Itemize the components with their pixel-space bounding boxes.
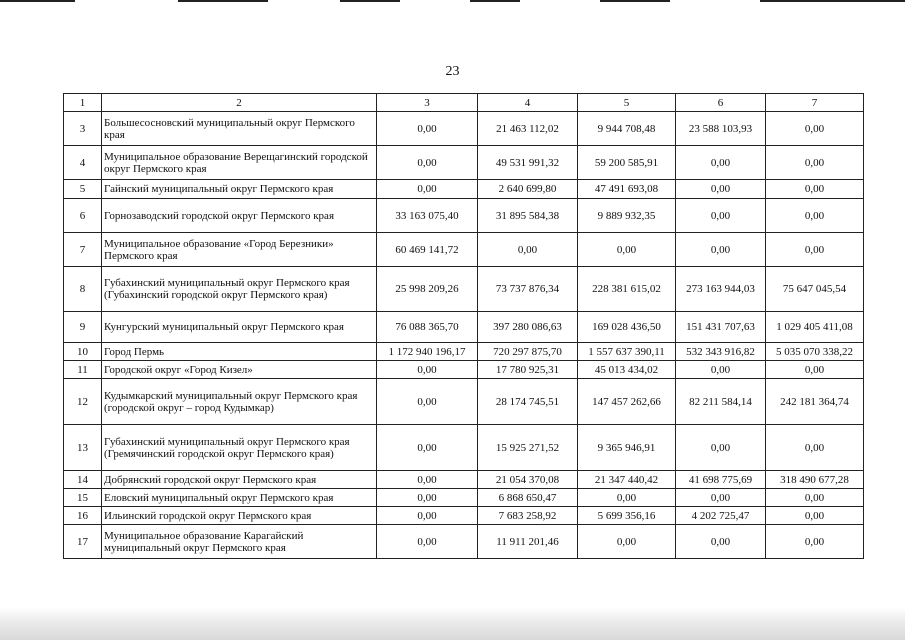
value-col-5: 9 365 946,91 bbox=[578, 425, 676, 471]
value-col-7: 0,00 bbox=[766, 112, 864, 146]
scan-shadow bbox=[0, 608, 905, 640]
municipality-name: Кудымкарский муниципальный округ Пермского края (городской округ – город Кудымкар) bbox=[102, 379, 377, 425]
value-col-4: 73 737 876,34 bbox=[478, 267, 578, 312]
row-number: 3 bbox=[64, 112, 102, 146]
row-number: 6 bbox=[64, 199, 102, 233]
municipality-name: Еловский муниципальный округ Пермского края bbox=[102, 489, 377, 507]
value-col-4: 21 463 112,02 bbox=[478, 112, 578, 146]
value-col-6: 532 343 916,82 bbox=[676, 343, 766, 361]
value-col-6: 41 698 775,69 bbox=[676, 471, 766, 489]
value-col-3: 0,00 bbox=[377, 361, 478, 379]
value-col-7: 0,00 bbox=[766, 233, 864, 267]
value-col-4: 21 054 370,08 bbox=[478, 471, 578, 489]
value-col-5: 21 347 440,42 bbox=[578, 471, 676, 489]
value-col-5: 45 013 434,02 bbox=[578, 361, 676, 379]
value-col-3: 0,00 bbox=[377, 146, 478, 180]
value-col-7: 0,00 bbox=[766, 146, 864, 180]
header-cell: 1 bbox=[64, 94, 102, 112]
municipality-name: Большесосновский муниципальный округ Пермского края bbox=[102, 112, 377, 146]
header-cell: 7 bbox=[766, 94, 864, 112]
table-row bbox=[64, 361, 864, 379]
value-col-4: 49 531 991,32 bbox=[478, 146, 578, 180]
header-cell: 2 bbox=[102, 94, 377, 112]
value-col-7: 0,00 bbox=[766, 180, 864, 199]
value-col-4: 11 911 201,46 bbox=[478, 525, 578, 559]
value-col-7: 75 647 045,54 bbox=[766, 267, 864, 312]
top-rule bbox=[0, 0, 75, 2]
budget-table bbox=[63, 93, 864, 559]
value-col-4: 7 683 258,92 bbox=[478, 507, 578, 525]
municipality-name: Муниципальное образование «Город Березники» Пермского края bbox=[102, 233, 377, 267]
table-row bbox=[64, 379, 864, 425]
value-col-3: 0,00 bbox=[377, 489, 478, 507]
table-row bbox=[64, 233, 864, 267]
row-number: 16 bbox=[64, 507, 102, 525]
value-col-5: 5 699 356,16 bbox=[578, 507, 676, 525]
municipality-name: Городской округ «Город Кизел» bbox=[102, 361, 377, 379]
table-row bbox=[64, 199, 864, 233]
header-cell: 5 bbox=[578, 94, 676, 112]
table-row bbox=[64, 180, 864, 199]
value-col-7: 318 490 677,28 bbox=[766, 471, 864, 489]
municipality-name: Губахинский муниципальный округ Пермского края (Гремячинский городской округ Пермского края) bbox=[102, 425, 377, 471]
value-col-3: 1 172 940 196,17 bbox=[377, 343, 478, 361]
page-number: 23 bbox=[445, 64, 460, 79]
municipality-name: Кунгурский муниципальный округ Пермского края bbox=[102, 312, 377, 343]
municipality-name: Гайнский муниципальный округ Пермского края bbox=[102, 180, 377, 199]
row-number: 4 bbox=[64, 146, 102, 180]
value-col-6: 0,00 bbox=[676, 361, 766, 379]
value-col-3: 0,00 bbox=[377, 425, 478, 471]
value-col-5: 147 457 262,66 bbox=[578, 379, 676, 425]
value-col-7: 0,00 bbox=[766, 425, 864, 471]
value-col-6: 0,00 bbox=[676, 146, 766, 180]
value-col-4: 720 297 875,70 bbox=[478, 343, 578, 361]
value-col-4: 0,00 bbox=[478, 233, 578, 267]
value-col-4: 2 640 699,80 bbox=[478, 180, 578, 199]
value-col-5: 9 944 708,48 bbox=[578, 112, 676, 146]
value-col-5: 59 200 585,91 bbox=[578, 146, 676, 180]
value-col-7: 0,00 bbox=[766, 507, 864, 525]
value-col-3: 76 088 365,70 bbox=[377, 312, 478, 343]
table-row bbox=[64, 507, 864, 525]
top-rule bbox=[600, 0, 670, 2]
value-col-5: 228 381 615,02 bbox=[578, 267, 676, 312]
value-col-3: 0,00 bbox=[377, 180, 478, 199]
municipality-name: Город Пермь bbox=[102, 343, 377, 361]
municipality-name: Добрянский городской округ Пермского края bbox=[102, 471, 377, 489]
value-col-3: 25 998 209,26 bbox=[377, 267, 478, 312]
table-row bbox=[64, 267, 864, 312]
header-cell: 6 bbox=[676, 94, 766, 112]
row-number: 5 bbox=[64, 180, 102, 199]
value-col-4: 6 868 650,47 bbox=[478, 489, 578, 507]
value-col-6: 82 211 584,14 bbox=[676, 379, 766, 425]
value-col-3: 33 163 075,40 bbox=[377, 199, 478, 233]
table-row bbox=[64, 425, 864, 471]
header-cell: 4 bbox=[478, 94, 578, 112]
value-col-3: 0,00 bbox=[377, 507, 478, 525]
row-number: 8 bbox=[64, 267, 102, 312]
row-number: 14 bbox=[64, 471, 102, 489]
row-number: 13 bbox=[64, 425, 102, 471]
table-row bbox=[64, 312, 864, 343]
value-col-3: 60 469 141,72 bbox=[377, 233, 478, 267]
top-rule bbox=[178, 0, 268, 2]
row-number: 11 bbox=[64, 361, 102, 379]
municipality-name: Ильинский городской округ Пермского края bbox=[102, 507, 377, 525]
value-col-4: 31 895 584,38 bbox=[478, 199, 578, 233]
municipality-name: Муниципальное образование Верещагинский городской округ Пермского края bbox=[102, 146, 377, 180]
value-col-4: 15 925 271,52 bbox=[478, 425, 578, 471]
value-col-5: 1 557 637 390,11 bbox=[578, 343, 676, 361]
value-col-6: 23 588 103,93 bbox=[676, 112, 766, 146]
header-cell: 3 bbox=[377, 94, 478, 112]
table-row bbox=[64, 146, 864, 180]
value-col-6: 4 202 725,47 bbox=[676, 507, 766, 525]
value-col-7: 5 035 070 338,22 bbox=[766, 343, 864, 361]
table-row bbox=[64, 525, 864, 559]
value-col-7: 0,00 bbox=[766, 489, 864, 507]
value-col-7: 242 181 364,74 bbox=[766, 379, 864, 425]
value-col-3: 0,00 bbox=[377, 112, 478, 146]
top-rule bbox=[760, 0, 905, 2]
row-number: 15 bbox=[64, 489, 102, 507]
value-col-7: 0,00 bbox=[766, 199, 864, 233]
row-number: 9 bbox=[64, 312, 102, 343]
value-col-5: 0,00 bbox=[578, 489, 676, 507]
value-col-7: 0,00 bbox=[766, 525, 864, 559]
municipality-name: Губахинский муниципальный округ Пермского края (Губахинский городской округ Пермского края) bbox=[102, 267, 377, 312]
value-col-6: 0,00 bbox=[676, 180, 766, 199]
row-number: 7 bbox=[64, 233, 102, 267]
value-col-5: 9 889 932,35 bbox=[578, 199, 676, 233]
table-row bbox=[64, 343, 864, 361]
value-col-6: 0,00 bbox=[676, 525, 766, 559]
value-col-7: 0,00 bbox=[766, 361, 864, 379]
value-col-5: 0,00 bbox=[578, 233, 676, 267]
value-col-3: 0,00 bbox=[377, 379, 478, 425]
row-number: 17 bbox=[64, 525, 102, 559]
value-col-6: 0,00 bbox=[676, 425, 766, 471]
value-col-6: 0,00 bbox=[676, 489, 766, 507]
value-col-6: 0,00 bbox=[676, 199, 766, 233]
municipality-name: Горнозаводский городской округ Пермского края bbox=[102, 199, 377, 233]
value-col-3: 0,00 bbox=[377, 471, 478, 489]
top-rule bbox=[470, 0, 520, 2]
table-row bbox=[64, 471, 864, 489]
value-col-6: 151 431 707,63 bbox=[676, 312, 766, 343]
municipality-name: Муниципальное образование Карагайский муниципальный округ Пермского края bbox=[102, 525, 377, 559]
top-rule bbox=[340, 0, 400, 2]
value-col-4: 17 780 925,31 bbox=[478, 361, 578, 379]
table-row bbox=[64, 112, 864, 146]
value-col-5: 0,00 bbox=[578, 525, 676, 559]
value-col-4: 28 174 745,51 bbox=[478, 379, 578, 425]
value-col-7: 1 029 405 411,08 bbox=[766, 312, 864, 343]
value-col-3: 0,00 bbox=[377, 525, 478, 559]
table-row bbox=[64, 489, 864, 507]
value-col-6: 0,00 bbox=[676, 233, 766, 267]
value-col-5: 169 028 436,50 bbox=[578, 312, 676, 343]
row-number: 10 bbox=[64, 343, 102, 361]
row-number: 12 bbox=[64, 379, 102, 425]
value-col-5: 47 491 693,08 bbox=[578, 180, 676, 199]
value-col-6: 273 163 944,03 bbox=[676, 267, 766, 312]
header-row bbox=[64, 94, 864, 112]
value-col-4: 397 280 086,63 bbox=[478, 312, 578, 343]
